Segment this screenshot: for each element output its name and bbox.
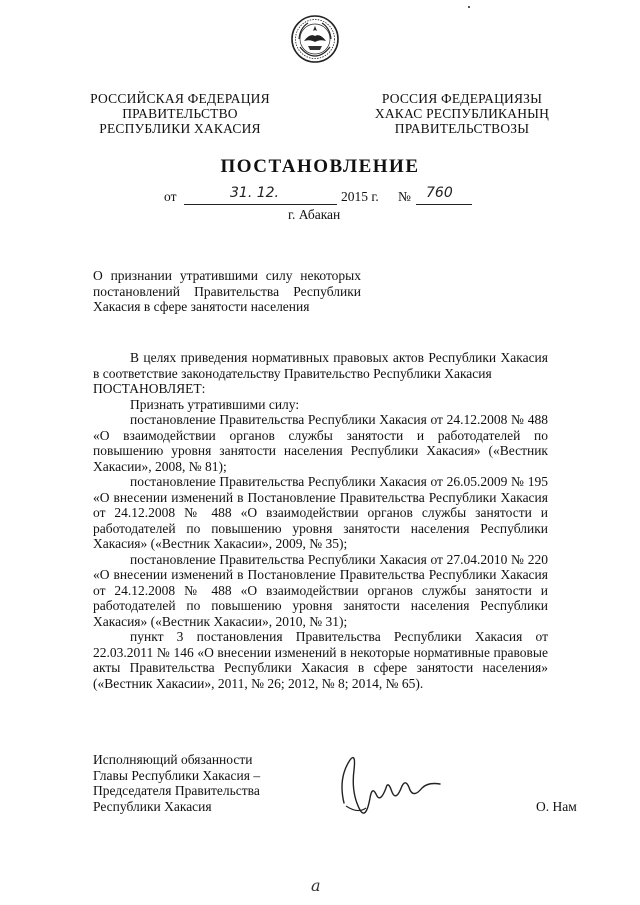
from-label: от — [164, 189, 177, 204]
header-left-line: ПРАВИТЕЛЬСТВО — [122, 106, 238, 121]
header-left — [90, 91, 270, 136]
header-left-line: РЕСПУБЛИКИ ХАКАСИЯ — [99, 121, 261, 136]
year-label: 2015 г. — [341, 189, 379, 204]
handwritten-number: 760 — [426, 185, 453, 201]
signatory-position — [93, 752, 260, 815]
subject-line: О признании утратившими силу некоторых — [93, 268, 361, 283]
date-underline — [184, 204, 337, 205]
subject-line: постановлений Правительства Республики — [93, 283, 361, 299]
header-right — [372, 91, 552, 136]
document-title: ПОСТАНОВЛЕНИЕ — [220, 156, 420, 177]
svg-text:a: a — [311, 876, 321, 895]
position-line: Исполняющий обязанности — [93, 752, 253, 767]
repealed-item: постановление Правительства Республики Хакасия от 27.04.2010 № 220 «О внесении изменений в Постановление Правительства Республики Хакасия от 24.12.2008 № 488 «О взаимодействии органов службы занятости и работодателей по повышению уровня занятости населения Республики Хакасия» («Вестник Хакасии», 2010, № 31); — [93, 551, 548, 629]
decree-word: ПОСТАНОВЛЯЕТ: — [93, 381, 206, 396]
repealed-item: постановление Правительства Республики Хакасия от 24.12.2008 № 488 «О взаимодействии органов службы занятости и работодателей по повышению уровня занятости населения Республики Хакасия» («Вестник Хакасии», 2008, № 81); — [93, 412, 548, 474]
number-label: № — [398, 189, 411, 204]
handwritten-date: 31. 12. — [230, 185, 279, 201]
city: г. Абакан — [288, 207, 341, 222]
position-line: Главы Республики Хакасия – — [93, 767, 261, 783]
document-body — [93, 350, 548, 691]
position-line: Председателя Правительства — [93, 783, 260, 799]
signatory-name: О. Нам — [536, 799, 577, 814]
position-line: Республики Хакасия — [93, 799, 212, 815]
header-left-line: РОССИЙСКАЯ ФЕДЕРАЦИЯ — [90, 91, 270, 106]
subject-line: Хакасия в сфере занятости населения — [93, 299, 310, 314]
repealed-item: постановление Правительства Республики Хакасия от 26.05.2009 № 195 «О внесении изменений в Постановление Правительства Республики Хакасия от 24.12.2008 № 488 «О взаимодействии органов службы занятости и работодателей по повышению уровня занятости населения Республики Хакасия» («Вестник Хакасии», 2009, № 35); — [93, 474, 548, 551]
scan-dot — [468, 6, 470, 8]
declare-line: Признать утратившими силу: — [130, 396, 300, 412]
repealed-item: пункт 3 постановления Правительства Республики Хакасия от 22.03.2011 № 146 «О внесении изменений в некоторые нормативные правовые акты Правительства Республики Хакасия в сфере занятости населения» («Вестник Хакасии», 2011, № 26; 2012, № 8; 2014, № 65). — [93, 629, 548, 691]
handwritten-signature — [336, 748, 446, 828]
intro-paragraph: В целях приведения нормативных правовых актов Республики Хакасия в соответствие законодательству Правительство Республики Хакасия — [93, 350, 548, 381]
header-right-line: ХАКАС РЕСПУБЛИКАНЫҢ — [374, 106, 550, 121]
coat-of-arms-emblem — [290, 14, 340, 64]
handwritten-initial-mark — [307, 876, 335, 896]
number-underline — [416, 204, 472, 205]
subject-block — [93, 268, 361, 315]
header-right-line: ПРАВИТЕЛЬСТВОЗЫ — [394, 121, 530, 136]
header-right-line: РОССИЯ ФЕДЕРАЦИЯЗЫ — [381, 91, 543, 106]
